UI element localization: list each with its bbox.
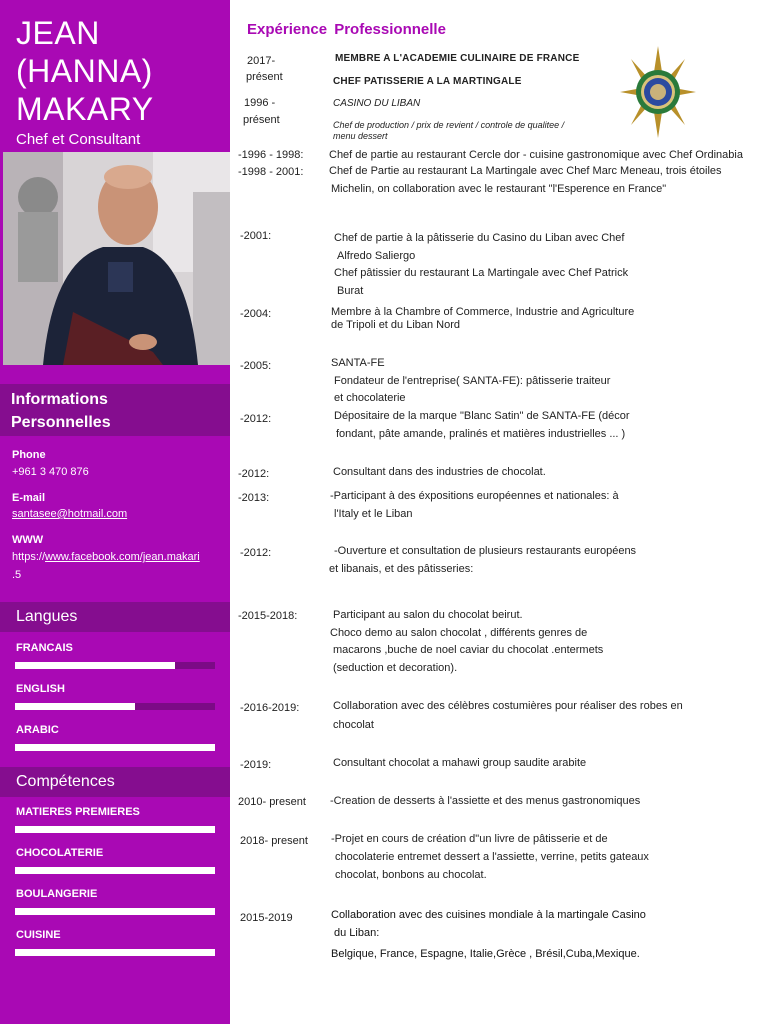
experience-heading: Expérience Professionnelle [247, 21, 446, 38]
personal-info-heading-line-1: Informations [11, 391, 108, 408]
entry-2-line-a: CASINO DU LIBAN [333, 98, 421, 109]
entry-17-line-a: Collaboration avec des cuisines mondiale à la martingale Casino [331, 909, 646, 921]
entry-2-line-c: menu dessert [333, 131, 388, 141]
entry-11-line-b: et libanais, et des pâtisseries: [329, 563, 474, 575]
date-5: -2001: [240, 230, 272, 242]
skill-label: MATIERES PREMIERES [16, 806, 140, 818]
skill-level-fill [15, 908, 215, 915]
date-10: -2013: [238, 492, 270, 504]
skill-level-fill [15, 949, 215, 956]
languages-heading: Langues [0, 602, 230, 632]
entry-1-line-a: MEMBRE A L'ACADEMIE CULINAIRE DE FRANCE [335, 53, 580, 64]
skill-level-fill [15, 867, 215, 874]
language-level-fill [15, 744, 215, 751]
date-4: -1998 - 2001: [238, 166, 304, 178]
date-1a: 2017- [247, 55, 276, 67]
date-15: 2010- present [238, 796, 306, 808]
entry-16-line-b: chocolaterie entremet dessert a l'assiette, verrine, petits gateaux [335, 851, 649, 863]
entry-6-line-a: Membre à la Chambre of Commerce, Industrie and Agriculture [331, 306, 635, 318]
entry-11-line-a: -Ouverture et consultation de plusieurs restaurants européens [334, 545, 637, 557]
entry-16-line-a: -Projet en cours de création d"un livre de pâtisserie et de [331, 833, 608, 845]
date-1b: présent [246, 71, 283, 83]
skill-label: BOULANGERIE [16, 888, 98, 900]
skill-level-bar [15, 867, 215, 874]
entry-1-line-b: CHEF PATISSERIE A LA MARTINGALE [333, 76, 522, 87]
date-17: 2015-2019 [240, 912, 293, 924]
entry-16-line-c: chocolat, bonbons au chocolat. [335, 869, 487, 881]
entry-12-line-b: Choco demo au salon chocolat , différents genres de [330, 627, 588, 639]
date-13: -2016-2019: [240, 702, 300, 714]
job-title: Chef et Consultant [16, 131, 141, 148]
entry-5-line-a: Chef de partie à la pâtisserie du Casino du Liban avec Chef [334, 232, 625, 244]
entry-10-line-a: -Participant à des éxpositions européennes et nationales: à [330, 490, 619, 502]
date-2b: présent [243, 114, 280, 126]
language-label: FRANCAIS [16, 642, 73, 654]
date-3: -1996 - 1998: [238, 149, 304, 161]
facebook-link[interactable]: www.facebook.com/jean.makari [45, 551, 200, 563]
entry-6-line-b: de Tripoli et du Liban Nord [331, 319, 461, 331]
entry-8-line-b: fondant, pâte amande, pralinés et matières industrielles ... ) [336, 428, 626, 440]
date-8: -2012: [240, 413, 272, 425]
profile-photo [3, 152, 230, 365]
entry-13-line-a: Collaboration avec des célèbres costumières pour réaliser des robes en [333, 700, 683, 712]
entry-7-line-c: et chocolaterie [334, 392, 406, 404]
date-16: 2018- present [240, 835, 308, 847]
email-label: E-mail [12, 492, 46, 504]
entry-5-line-c: Chef pâtissier du restaurant La Martingale avec Chef Patrick [334, 267, 629, 279]
skill-level-bar [15, 949, 215, 956]
www-label: WWW [12, 534, 44, 546]
entry-17-line-b: du Liban: [334, 927, 380, 939]
name-line-2: (HANNA) [16, 53, 153, 89]
phone-label: Phone [12, 449, 46, 461]
entry-17-line-c: Belgique, France, Espagne, Italie,Grèce , Brésil,Cuba,Mexique. [331, 948, 640, 960]
personal-info-heading [0, 384, 230, 436]
entry-15: -Creation de desserts à l'assiette et des menus gastronomiques [330, 795, 641, 807]
entry-10-line-b: l'Italy et le Liban [334, 508, 413, 520]
language-level-bar [15, 662, 215, 669]
email-value[interactable] [12, 508, 127, 520]
skill-label: CUISINE [16, 929, 61, 941]
date-6: -2004: [240, 308, 272, 320]
email-link[interactable]: santasee@hotmail.com [12, 508, 128, 520]
sidebar [0, 0, 230, 1024]
date-11: -2012: [240, 547, 272, 559]
language-level-fill [15, 662, 175, 669]
skill-label: CHOCOLATERIE [16, 847, 104, 859]
language-level-fill [15, 703, 135, 710]
entry-12-line-c: macarons ,buche de noel caviar du chocolat .entermets [333, 644, 604, 656]
skills-heading: Compétences [0, 767, 230, 797]
entry-12-line-d: (seduction et decoration). [333, 662, 458, 674]
entry-4-line-a: Chef de Partie au restaurant La Martingale avec Chef Marc Meneau, trois étoiles [329, 165, 722, 177]
language-level-bar [15, 744, 215, 751]
skill-level-fill [15, 826, 215, 833]
personal-info-heading-line-2: Personnelles [11, 414, 111, 431]
entry-5-line-b: Alfredo Saliergo [337, 250, 416, 262]
www-prefix: https:// [12, 551, 46, 563]
entry-14: Consultant chocolat a mahawi group saudite arabite [333, 757, 587, 769]
language-label: ARABIC [16, 724, 59, 736]
name-line-1: JEAN [16, 15, 100, 51]
entry-13-line-b: chocolat [333, 719, 374, 731]
date-9: -2012: [238, 468, 270, 480]
entry-5-line-d: Burat [337, 285, 364, 297]
entry-4-line-b: Michelin, on collaboration avec le restaurant "l'Esperence en France" [331, 183, 667, 195]
skill-level-bar [15, 826, 215, 833]
date-7: -2005: [240, 360, 272, 372]
academy-medal-icon [620, 44, 696, 140]
language-level-bar [15, 703, 215, 710]
date-14: -2019: [240, 759, 272, 771]
entry-2-line-b: Chef de production / prix de revient / controle de qualitee / [333, 120, 565, 130]
entry-12-line-a: Participant au salon du chocolat beirut. [333, 609, 523, 621]
phone-value: +961 3 470 876 [12, 466, 89, 478]
skill-level-bar [15, 908, 215, 915]
www-value[interactable] [12, 551, 200, 563]
entry-9: Consultant dans des industries de chocolat. [333, 466, 546, 478]
date-2a: 1996 - [244, 97, 276, 109]
person-name [16, 14, 154, 128]
entry-7-line-b: Fondateur de l'entreprise( SANTA-FE): pâtisserie traiteur [334, 375, 611, 387]
www-suffix: .5 [12, 569, 22, 581]
entry-7-line-a: SANTA-FE [331, 357, 385, 369]
entry-8-line-a: Dépositaire de la marque "Blanc Satin" de SANTA-FE (décor [334, 410, 630, 422]
entry-3: Chef de partie au restaurant Cercle dor - cuisine gastronomique avec Chef Ordinabia [329, 149, 743, 161]
language-label: ENGLISH [16, 683, 65, 695]
date-12: -2015-2018: [238, 610, 298, 622]
name-line-3: MAKARY [16, 91, 154, 127]
